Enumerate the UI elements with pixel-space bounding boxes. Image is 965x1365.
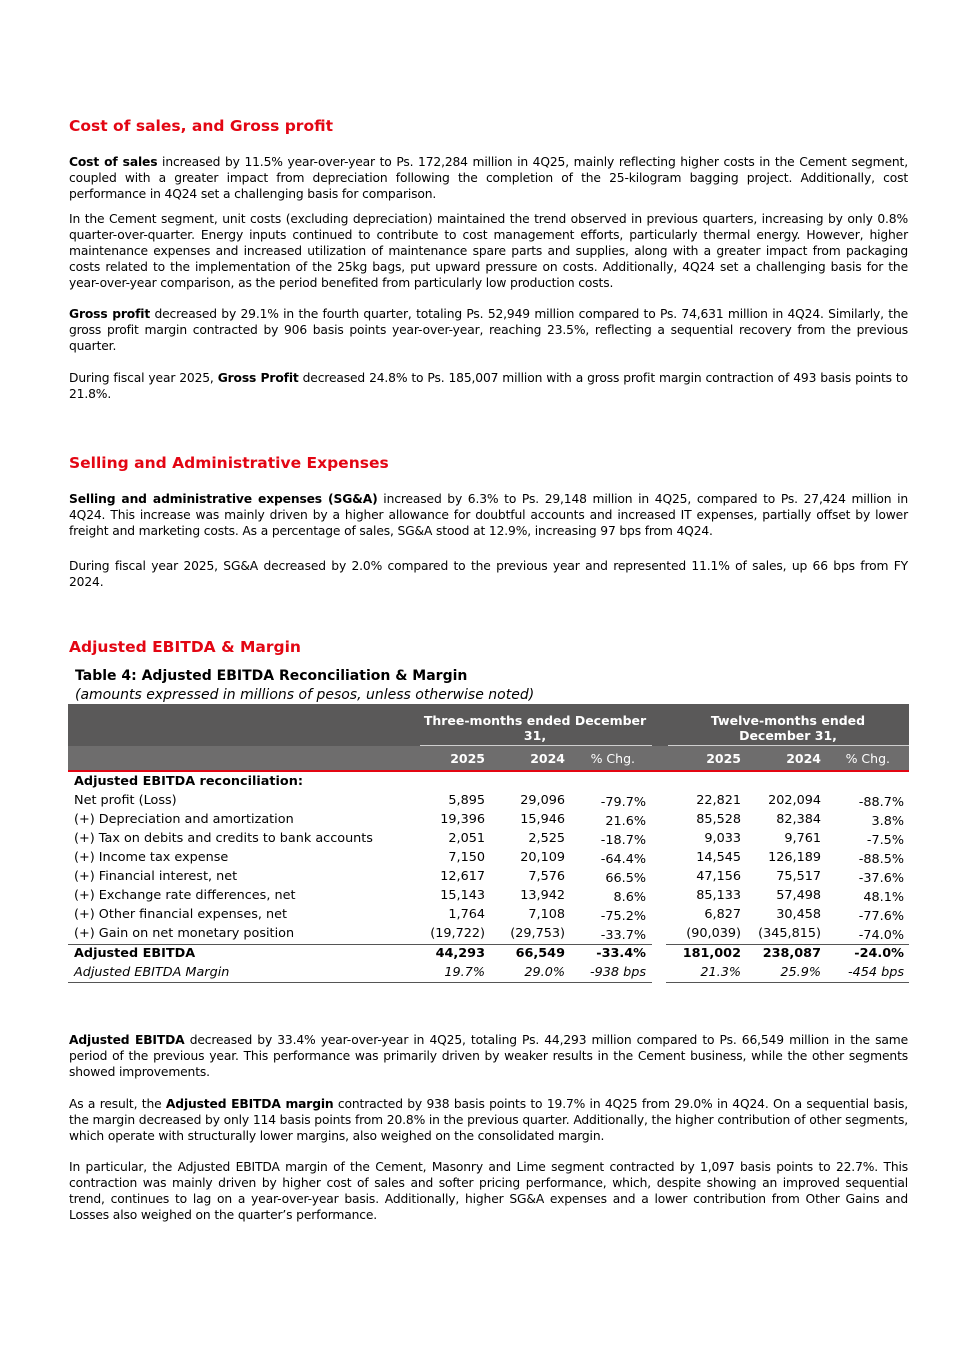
cell: -79.7% — [600, 795, 646, 810]
cell: -18.7% — [600, 833, 646, 848]
col-header: 2024 — [786, 751, 821, 766]
table-row — [68, 925, 909, 944]
cell: 14,545 — [696, 850, 741, 865]
text: contracted by 938 basis points to 19.7% in 4Q25 from 29.0% in 4Q24. On a sequential basis, the margin decreased by only 114 basis points from 20.8% in the previous quarter. Additionally, the higher contribution of other segments, which operate with structurally lower margins, also weighed on the consolidated margin. — [69, 1097, 908, 1143]
cell: -938 bps — [589, 965, 646, 980]
heading-sga: Selling and Administrative Expenses — [69, 454, 389, 472]
cell: 7,108 — [528, 907, 565, 922]
cell: 22,821 — [696, 793, 741, 808]
cell: -74.0% — [858, 928, 904, 943]
table-row — [68, 868, 909, 887]
cell: 2,051 — [448, 831, 485, 846]
heading-adjusted-ebitda: Adjusted EBITDA & Margin — [69, 638, 301, 656]
cell: 3.8% — [871, 814, 904, 829]
cell: 9,761 — [784, 831, 821, 846]
cell: (19,722) — [430, 926, 485, 941]
cell: 66.5% — [605, 871, 646, 886]
text: During fiscal year 2025, — [69, 371, 218, 385]
cell: 12,617 — [440, 869, 485, 884]
col-header: % Chg. — [590, 751, 635, 766]
table-header-years — [68, 746, 909, 772]
cell: 6,827 — [704, 907, 741, 922]
text: decreased by 33.4% year-over-year in 4Q25, totaling Ps. 44,293 million compared to Ps. 66,549 million in the same period of the previous year. This performance was primarily driven by weaker results in the Cement business, while the other segments showed improvements. — [69, 1033, 908, 1079]
table-row-total — [68, 945, 909, 964]
bold-term: Gross Profit — [217, 371, 299, 385]
table-row — [68, 887, 909, 906]
cell: -64.4% — [600, 852, 646, 867]
table-row — [68, 849, 909, 868]
cell: -37.6% — [858, 871, 904, 886]
cell: 9,033 — [704, 831, 741, 846]
bold-term: Adjusted EBITDA margin — [165, 1097, 334, 1111]
cell: 19,396 — [440, 812, 485, 827]
table-header-groups — [68, 704, 909, 746]
cell: 15,143 — [440, 888, 485, 903]
cell: 15,946 — [520, 812, 565, 827]
text: decreased 24.8% to Ps. 185,007 million with a gross profit margin contraction of 493 basis points to 21.8%. — [69, 371, 908, 401]
bold-term: Cost of sales — [69, 155, 158, 169]
cell: -33.4% — [596, 946, 646, 961]
header-three-months: Three-months ended December 31, — [423, 713, 647, 743]
row-label: (+) Tax on debits and credits to bank accounts — [74, 831, 373, 846]
table-row — [68, 830, 909, 849]
col-header: % Chg. — [845, 751, 890, 766]
text: decreased by 29.1% in the fourth quarter, totaling Ps. 52,949 million compared to Ps. 74,631 million in 4Q24. Similarly, the gross profit margin contracted by 906 basis points year-over-year, reaching 23.5%, reflecting a sequential recovery from the previous quarter. — [69, 307, 909, 353]
row-label: (+) Depreciation and amortization — [74, 812, 294, 827]
header-twelve-months: Twelve-months ended December 31, — [710, 713, 866, 743]
paragraph-gross-profit — [69, 306, 908, 354]
cell: 85,528 — [696, 812, 741, 827]
paragraph-fy-gross-profit — [69, 370, 908, 402]
cell: -75.2% — [600, 909, 646, 924]
cell: 181,002 — [682, 946, 741, 961]
row-label: (+) Income tax expense — [74, 850, 229, 865]
text: increased by 11.5% year-over-year to Ps. 172,284 million in 4Q25, mainly reflecting higher costs in the Cement segment, coupled with a greater impact from depreciation following the completion of the 25-kilogram bagging project. Additionally, cost performance in 4Q24 set a challenging basis for comparison. — [69, 155, 908, 201]
cell: 57,498 — [776, 888, 821, 903]
cell: (29,753) — [510, 926, 565, 941]
cell: 202,094 — [768, 793, 821, 808]
paragraph-sga — [69, 491, 908, 539]
cell: 1,764 — [448, 907, 485, 922]
text: increased by 6.3% to Ps. 29,148 million in 4Q25, compared to Ps. 27,424 million in 4Q24. This increase was mainly driven by a higher allowance for doubtful accounts and increased IT expenses, partially offset by lower freight and marketing costs. As a percentage of sales, SG&A stood at 12.9%, increasing 97 bps from 4Q24. — [69, 492, 909, 538]
text: As a result, the — [69, 1097, 166, 1111]
cell: -88.5% — [858, 852, 904, 867]
cell: 82,384 — [776, 812, 821, 827]
bold-term: Gross profit — [69, 307, 151, 321]
table-row — [68, 811, 909, 830]
row-label: Adjusted EBITDA Margin — [74, 965, 230, 980]
col-header: 2025 — [706, 751, 741, 766]
heading-cost-of-sales: Cost of sales, and Gross profit — [69, 117, 333, 135]
cell: 30,458 — [776, 907, 821, 922]
cell: -7.5% — [866, 833, 904, 848]
cell: 47,156 — [696, 869, 741, 884]
table-row-margin — [68, 964, 909, 983]
cell: 44,293 — [435, 946, 485, 961]
cell: -33.7% — [600, 928, 646, 943]
row-label: Net profit (Loss) — [74, 793, 177, 808]
table-row — [68, 906, 909, 925]
table-title: Table 4: Adjusted EBITDA Reconciliation & Margin — [75, 668, 468, 684]
row-label: (+) Exchange rate differences, net — [74, 888, 296, 903]
col-header: 2024 — [530, 751, 565, 766]
cell: 7,576 — [528, 869, 565, 884]
cell: 29,096 — [520, 793, 565, 808]
cell: 13,942 — [520, 888, 565, 903]
cell: 85,133 — [696, 888, 741, 903]
table-subtitle: (amounts expressed in millions of pesos, unless otherwise noted) — [75, 687, 535, 703]
cell: -77.6% — [858, 909, 904, 924]
cell: -88.7% — [858, 795, 904, 810]
row-label: Adjusted EBITDA — [74, 946, 196, 961]
col-header: 2025 — [450, 751, 485, 766]
cell: 238,087 — [762, 946, 821, 961]
bottom-rule — [666, 982, 909, 983]
bottom-rule — [68, 982, 652, 983]
cell: 75,517 — [776, 869, 821, 884]
paragraph-cement-unit-costs: In the Cement segment, unit costs (excluding depreciation) maintained the trend observed in previous quarters, increasing by only 0.8% quarter-over-quarter. Energy inputs continued to contribute to cost management efforts, particularly thermal energy. However, higher maintenance expenses and increased utilization of maintenance spare parts and supplies, along with a greater impact from packaging costs related to the implementation of the 25kg bags, put upward pressure on costs. Additionally, 4Q24 set a challenging basis for the year-over-year comparison, as the period benefited from particularly low production costs. — [69, 212, 908, 290]
cell: 66,549 — [515, 946, 565, 961]
paragraph-fy-sga: During fiscal year 2025, SG&A decreased by 2.0% compared to the previous year and represented 11.1% of sales, up 66 bps from FY 2024. — [69, 559, 908, 589]
cell: (345,815) — [758, 926, 821, 941]
paragraph-cement-segment-margin: In particular, the Adjusted EBITDA margin of the Cement, Masonry and Lime segment contracted by 1,097 basis points to 22.7%. This contraction was mainly driven by higher cost of sales and softer pricing performance, which, despite showing an improved sequential trend, continues to lag on a year-over-year basis. Additionally, higher SG&A expenses and a lower contribution from Other Gains and Losses also weighed on the quarter’s performance. — [69, 1160, 908, 1222]
cell: 25.9% — [780, 965, 821, 980]
row-label: (+) Financial interest, net — [74, 869, 238, 884]
bold-term: Adjusted EBITDA — [69, 1033, 185, 1047]
table-row — [68, 792, 909, 811]
label: Adjusted EBITDA reconciliation: — [74, 774, 303, 789]
cell: 7,150 — [448, 850, 485, 865]
cell: -24.0% — [854, 946, 904, 961]
table-section-label — [68, 773, 909, 792]
cell: 48.1% — [863, 890, 904, 905]
cell: 5,895 — [448, 793, 485, 808]
cell: 29.0% — [524, 965, 565, 980]
cell: 21.3% — [700, 965, 741, 980]
bold-term: Selling and administrative expenses (SG&A) — [69, 492, 378, 506]
cell: 2,525 — [528, 831, 565, 846]
paragraph-adjusted-ebitda — [69, 1032, 908, 1080]
cell: 19.7% — [444, 965, 485, 980]
row-label: (+) Gain on net monetary position — [74, 926, 295, 941]
cell: 20,109 — [520, 850, 565, 865]
paragraph-ebitda-margin — [69, 1096, 908, 1144]
row-label: (+) Other financial expenses, net — [74, 907, 288, 922]
cell: 8.6% — [613, 890, 646, 905]
cell: (90,039) — [686, 926, 741, 941]
paragraph-cost-of-sales — [69, 154, 908, 202]
cell: 21.6% — [605, 814, 646, 829]
cell: -454 bps — [847, 965, 904, 980]
cell: 126,189 — [768, 850, 821, 865]
